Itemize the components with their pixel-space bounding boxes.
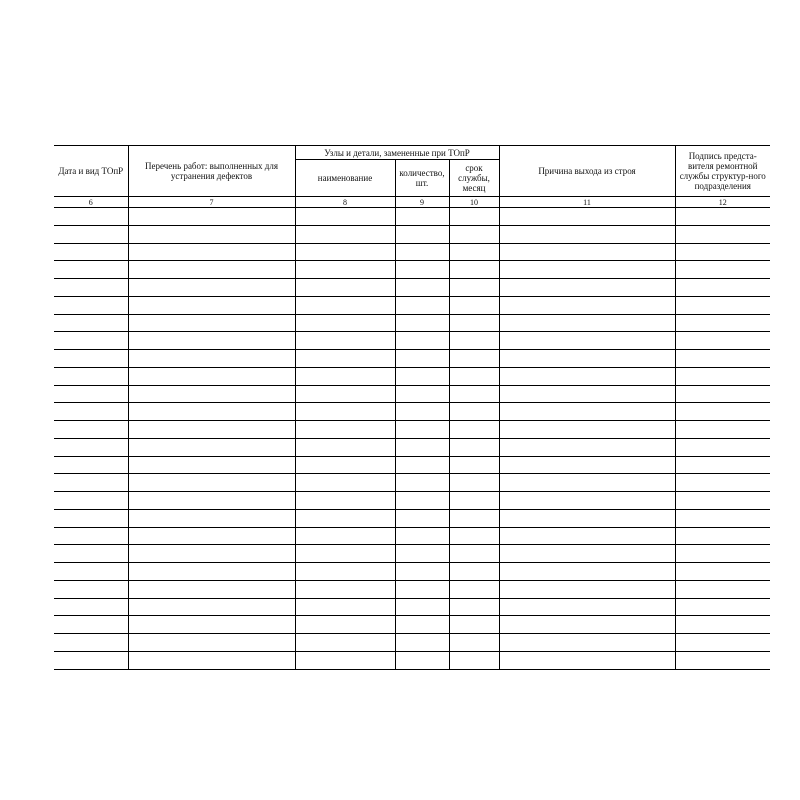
table-cell (675, 598, 770, 616)
table-cell (449, 651, 499, 669)
table-cell (295, 651, 395, 669)
table-row (54, 385, 770, 403)
column-number: 8 (295, 197, 395, 208)
table-cell (395, 616, 449, 634)
table-body (54, 208, 770, 670)
table-row (54, 296, 770, 314)
table-cell (295, 634, 395, 652)
table-row (54, 279, 770, 297)
table-cell (675, 225, 770, 243)
header-failure-reason-label: Причина выхода из строя (538, 166, 636, 176)
table-cell (449, 225, 499, 243)
table-cell (449, 527, 499, 545)
table-cell (54, 367, 128, 385)
table-cell (295, 474, 395, 492)
table-cell (449, 492, 499, 510)
table-cell (449, 456, 499, 474)
table-cell (675, 350, 770, 368)
table-cell (449, 261, 499, 279)
table-cell (395, 492, 449, 510)
table-cell (675, 296, 770, 314)
header-replaced-parts-group (295, 146, 499, 160)
table-cell (675, 509, 770, 527)
table-cell (499, 279, 675, 297)
table-cell (128, 403, 295, 421)
table-cell (449, 279, 499, 297)
table-cell (449, 563, 499, 581)
table-cell (395, 243, 449, 261)
table-cell (54, 208, 128, 226)
table-cell (295, 563, 395, 581)
header-service-life-label: срок службы, месяц (458, 163, 490, 193)
table-row (54, 208, 770, 226)
table-cell (128, 651, 295, 669)
table-cell (128, 616, 295, 634)
table-cell (499, 350, 675, 368)
table-cell (54, 261, 128, 279)
table-cell (395, 563, 449, 581)
table-cell (54, 527, 128, 545)
table-cell (499, 634, 675, 652)
table-row (54, 314, 770, 332)
table-cell (395, 350, 449, 368)
table-cell (128, 261, 295, 279)
table-cell (395, 261, 449, 279)
table-cell (499, 509, 675, 527)
table-cell (449, 545, 499, 563)
table-cell (449, 634, 499, 652)
table-cell (295, 243, 395, 261)
table-cell (499, 403, 675, 421)
column-number: 7 (128, 197, 295, 208)
table-row (54, 563, 770, 581)
table-cell (675, 438, 770, 456)
table-cell (675, 385, 770, 403)
table-cell (449, 509, 499, 527)
table-cell (675, 563, 770, 581)
table-cell (675, 527, 770, 545)
table-cell (128, 474, 295, 492)
table-cell (499, 385, 675, 403)
column-number: 10 (449, 197, 499, 208)
table-cell (128, 438, 295, 456)
table-cell (499, 580, 675, 598)
table-cell (499, 421, 675, 439)
table-cell (675, 580, 770, 598)
table-cell (395, 385, 449, 403)
table-row (54, 243, 770, 261)
column-number: 6 (54, 197, 128, 208)
table-cell (128, 634, 295, 652)
table-cell (449, 385, 499, 403)
table-cell (295, 456, 395, 474)
table-cell (128, 243, 295, 261)
table-cell (128, 350, 295, 368)
table-cell (449, 403, 499, 421)
table-cell (449, 243, 499, 261)
table-cell (449, 296, 499, 314)
header-service-life (449, 160, 499, 197)
table-cell (54, 385, 128, 403)
table-cell (128, 598, 295, 616)
table-cell (128, 385, 295, 403)
table-cell (499, 225, 675, 243)
table-cell (295, 350, 395, 368)
table-cell (395, 367, 449, 385)
table-cell (54, 456, 128, 474)
table-cell (295, 367, 395, 385)
table-cell (128, 492, 295, 510)
table-cell (128, 456, 295, 474)
table-row (54, 545, 770, 563)
table-header (54, 146, 770, 208)
table-row (54, 332, 770, 350)
table-cell (395, 332, 449, 350)
table-cell (499, 438, 675, 456)
table-cell (499, 474, 675, 492)
table-cell (449, 314, 499, 332)
table-cell (295, 261, 395, 279)
table-cell (449, 367, 499, 385)
header-work-list (128, 146, 295, 197)
table-cell (295, 208, 395, 226)
table-cell (449, 616, 499, 634)
column-number: 9 (395, 197, 449, 208)
table-cell (675, 367, 770, 385)
table-cell (449, 474, 499, 492)
table-cell (128, 314, 295, 332)
table-cell (499, 243, 675, 261)
table-cell (295, 598, 395, 616)
header-signature-label: Подпись предста-вителя ремонтной службы структур-ного подразделения (679, 151, 766, 191)
table-cell (128, 545, 295, 563)
table-cell (128, 208, 295, 226)
table-cell (295, 421, 395, 439)
table-cell (395, 225, 449, 243)
table-cell (675, 279, 770, 297)
table-cell (295, 296, 395, 314)
table-cell (395, 403, 449, 421)
header-quantity (395, 160, 449, 197)
table-row (54, 421, 770, 439)
header-failure-reason (499, 146, 675, 197)
table-cell (499, 332, 675, 350)
table-cell (395, 545, 449, 563)
column-number: 11 (499, 197, 675, 208)
table-cell (395, 474, 449, 492)
table-cell (54, 403, 128, 421)
table-cell (675, 243, 770, 261)
table-cell (295, 509, 395, 527)
table-cell (54, 634, 128, 652)
header-part-name-label: наименование (317, 173, 373, 183)
table-cell (395, 279, 449, 297)
table-cell (395, 527, 449, 545)
table-cell (395, 580, 449, 598)
table-row (54, 367, 770, 385)
table-cell (499, 616, 675, 634)
table-cell (54, 243, 128, 261)
table-cell (295, 616, 395, 634)
header-date-type-label: Дата и вид ТОпР (58, 166, 124, 176)
table-cell (499, 563, 675, 581)
table-cell (499, 492, 675, 510)
table-cell (449, 421, 499, 439)
table-cell (128, 509, 295, 527)
table-cell (128, 527, 295, 545)
table-cell (54, 438, 128, 456)
table-cell (395, 438, 449, 456)
table-cell (54, 421, 128, 439)
table-cell (675, 332, 770, 350)
table-row (54, 225, 770, 243)
column-number: 12 (675, 197, 770, 208)
table-cell (449, 350, 499, 368)
table-cell (295, 580, 395, 598)
table-cell (128, 225, 295, 243)
table-cell (499, 598, 675, 616)
table-cell (54, 350, 128, 368)
table-row (54, 616, 770, 634)
table-cell (395, 296, 449, 314)
table-row (54, 598, 770, 616)
table-cell (128, 580, 295, 598)
table-row (54, 350, 770, 368)
table-cell (295, 403, 395, 421)
table-cell (128, 563, 295, 581)
repair-log-table (54, 145, 770, 670)
table-cell (675, 651, 770, 669)
table-cell (54, 279, 128, 297)
table-cell (675, 492, 770, 510)
table-cell (128, 279, 295, 297)
table-row (54, 580, 770, 598)
table-cell (675, 474, 770, 492)
table-cell (449, 438, 499, 456)
table-cell (395, 421, 449, 439)
table-row (54, 261, 770, 279)
column-number-row (54, 197, 770, 208)
table-cell (395, 509, 449, 527)
table-cell (499, 296, 675, 314)
table-cell (499, 314, 675, 332)
table-row (54, 651, 770, 669)
table-cell (54, 598, 128, 616)
table-cell (499, 456, 675, 474)
table-cell (54, 474, 128, 492)
table-cell (449, 208, 499, 226)
table-cell (295, 385, 395, 403)
header-work-list-label: Перечень работ: выполненных для устранения дефектов (144, 161, 279, 181)
table-cell (395, 314, 449, 332)
header-replaced-parts-label: Узлы и детали, замененные при ТОпР (324, 147, 470, 158)
header-date-type (54, 146, 128, 197)
table-cell (295, 332, 395, 350)
table-row (54, 527, 770, 545)
table-cell (499, 208, 675, 226)
table-cell (295, 314, 395, 332)
table-cell (54, 580, 128, 598)
table-cell (675, 545, 770, 563)
table-cell (675, 314, 770, 332)
table-cell (128, 296, 295, 314)
table-cell (54, 296, 128, 314)
table-cell (54, 616, 128, 634)
table-row (54, 438, 770, 456)
table-cell (295, 279, 395, 297)
table-row (54, 492, 770, 510)
table-cell (675, 634, 770, 652)
table-row (54, 456, 770, 474)
table-cell (54, 651, 128, 669)
table-cell (499, 527, 675, 545)
header-quantity-label: количество, шт. (399, 168, 445, 188)
table-row (54, 474, 770, 492)
table-cell (295, 527, 395, 545)
table-cell (295, 545, 395, 563)
table-cell (54, 545, 128, 563)
header-signature (675, 146, 770, 197)
table-cell (295, 492, 395, 510)
table-cell (395, 208, 449, 226)
header-part-name (295, 160, 395, 197)
table-row (54, 634, 770, 652)
table-cell (395, 598, 449, 616)
table-cell (675, 403, 770, 421)
table-cell (449, 580, 499, 598)
table-cell (675, 456, 770, 474)
header-row-1 (54, 146, 770, 160)
table-cell (128, 421, 295, 439)
table-cell (128, 367, 295, 385)
table-cell (54, 225, 128, 243)
table-cell (54, 492, 128, 510)
table-cell (499, 545, 675, 563)
table-cell (395, 634, 449, 652)
table-cell (449, 598, 499, 616)
table-cell (675, 208, 770, 226)
table-cell (675, 261, 770, 279)
table-cell (395, 651, 449, 669)
table-cell (295, 438, 395, 456)
table-cell (54, 332, 128, 350)
table-row (54, 509, 770, 527)
table-cell (295, 225, 395, 243)
table-cell (54, 563, 128, 581)
table-cell (449, 332, 499, 350)
table-row (54, 403, 770, 421)
table-cell (675, 616, 770, 634)
table-cell (499, 367, 675, 385)
table-cell (128, 332, 295, 350)
table-cell (54, 314, 128, 332)
table-cell (499, 261, 675, 279)
table-cell (395, 456, 449, 474)
table-cell (54, 509, 128, 527)
table-cell (499, 651, 675, 669)
table-cell (675, 421, 770, 439)
